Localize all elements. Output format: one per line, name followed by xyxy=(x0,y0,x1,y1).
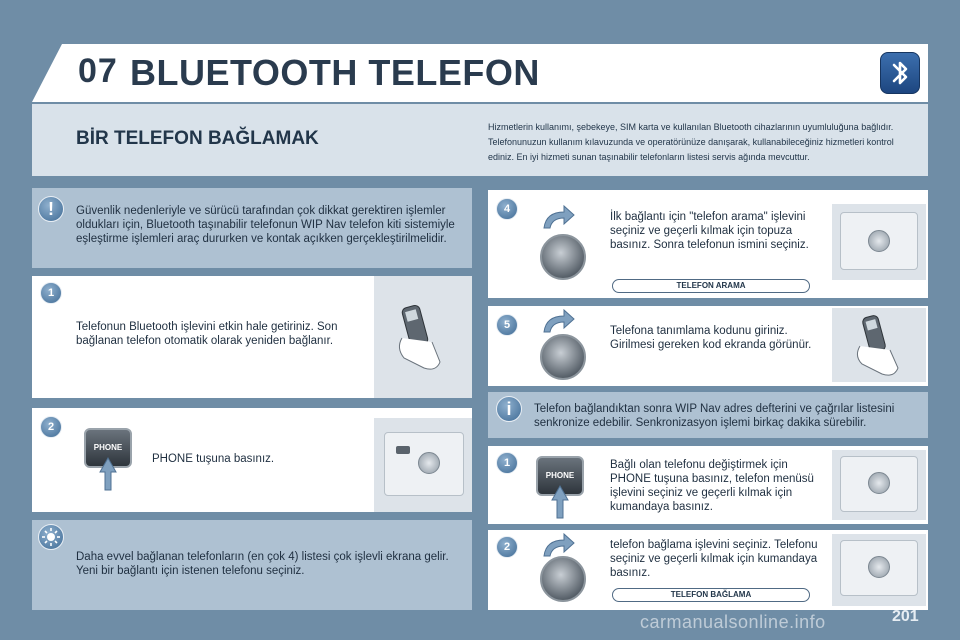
step1-badge: 1 xyxy=(40,282,62,304)
step4-badge: 4 xyxy=(496,198,518,220)
step5-badge: 5 xyxy=(496,314,518,336)
warning-text: Güvenlik nedenleriyle ve sürücü tarafından çok dikkat gerektiren işlemler oldukları için, Bluetooth taşınabilir telefonun WIP Nav telefon kiti sistemiyle eşleştirme işlemleri araç dururken ve kontak açıkken gerçekleştirilmelidir. xyxy=(76,205,455,245)
info-icon: i xyxy=(496,396,522,422)
chapter-number: 07 xyxy=(78,52,118,90)
phone-key-button[interactable]: PHONE xyxy=(536,456,584,496)
rotate-arrow-icon xyxy=(540,532,576,558)
rotate-arrow-icon xyxy=(540,308,576,334)
radio-illustration-box-c2 xyxy=(832,534,926,606)
step4-text: İlk bağlantı için "telefon arama" işlevini seçiniz ve geçerli kılmak için topuza basınız. Sonra telefonun ismini seçiniz. xyxy=(610,211,809,251)
radio-phone-key xyxy=(396,446,410,454)
radio-dial xyxy=(868,230,890,252)
watermark: carmanualsonline.info xyxy=(640,612,826,632)
intro-text: Hizmetlerin kullanımı, şebekeye, SIM karta ve kullanılan Bluetooth cihazlarının uyumluluğuna bağlıdır. Telefonunuzun kullanım kılavuzunda ve operatörünüze danışarak, kullanabileceğiniz hizmetleri kontrol ediniz. En iyi hizmeti sunan taşınabilir telefonların listesi servis ağında mevcuttur. xyxy=(488,122,894,162)
telefon-baglama-label: TELEFON BAĞLAMA xyxy=(612,588,810,602)
tip-icon xyxy=(38,524,64,550)
page-number: 201 xyxy=(892,608,919,625)
tip-text: Daha evvel bağlanan telefonların (en çok 4) listesi çok işlevli ekrana gelir. Yeni bir bağlantı için istenen telefonu seçiniz. xyxy=(76,551,449,577)
phone-key-button[interactable]: PHONE xyxy=(84,428,132,468)
change1-badge: 1 xyxy=(496,452,518,474)
control-knob[interactable] xyxy=(540,234,586,280)
rotate-arrow-icon xyxy=(540,204,576,230)
step2-text: PHONE tuşuna basınız. xyxy=(152,453,275,465)
arrow-up-icon xyxy=(548,484,572,520)
warning-icon: ! xyxy=(38,196,64,222)
change2-text: telefon bağlama işlevini seçiniz. Telefonu seçiniz ve geçerli kılmak için kumandaya basınız. xyxy=(610,539,818,579)
hand-phone-icon xyxy=(374,276,472,398)
arrow-up-icon xyxy=(96,456,120,492)
info-text: Telefon bağlandıktan sonra WIP Nav adres defterini ve çağrılar listesini senkronize edebilir. Senkronizasyon işlemi birkaç dakika sürebilir. xyxy=(534,403,895,429)
radio-dial xyxy=(868,472,890,494)
hand-phone-icon xyxy=(832,308,926,382)
phone-illustration-box-5 xyxy=(832,308,926,382)
control-knob[interactable] xyxy=(540,556,586,602)
control-knob[interactable] xyxy=(540,334,586,380)
radio-illustration-box xyxy=(374,418,472,512)
change1-text: Bağlı olan telefonu değiştirmek için PHONE tuşuna basınız, telefon menüsü işlevini seçiniz ve geçerli kılmak için kumandaya basınız. xyxy=(610,459,814,513)
change2-badge: 2 xyxy=(496,536,518,558)
page-title: BLUETOOTH TELEFON xyxy=(130,52,540,93)
radio-dial xyxy=(868,556,890,578)
step1-text: Telefonun Bluetooth işlevini etkin hale getiriniz. Son bağlanan telefon otomatik olarak yeniden bağlanır. xyxy=(76,321,338,347)
radio-dial xyxy=(418,452,440,474)
step5-text: Telefona tanımlama kodunu giriniz. Girilmesi gereken kod ekranda görünür. xyxy=(610,325,812,351)
bluetooth-icon xyxy=(880,52,920,94)
section-title: BİR TELEFON BAĞLAMAK xyxy=(76,128,319,149)
radio-illustration-box-c1 xyxy=(832,450,926,520)
telefon-arama-label: TELEFON ARAMA xyxy=(612,279,810,293)
radio-illustration-box-4 xyxy=(832,204,926,280)
phone-illustration-box xyxy=(374,276,472,398)
step2-badge: 2 xyxy=(40,416,62,438)
